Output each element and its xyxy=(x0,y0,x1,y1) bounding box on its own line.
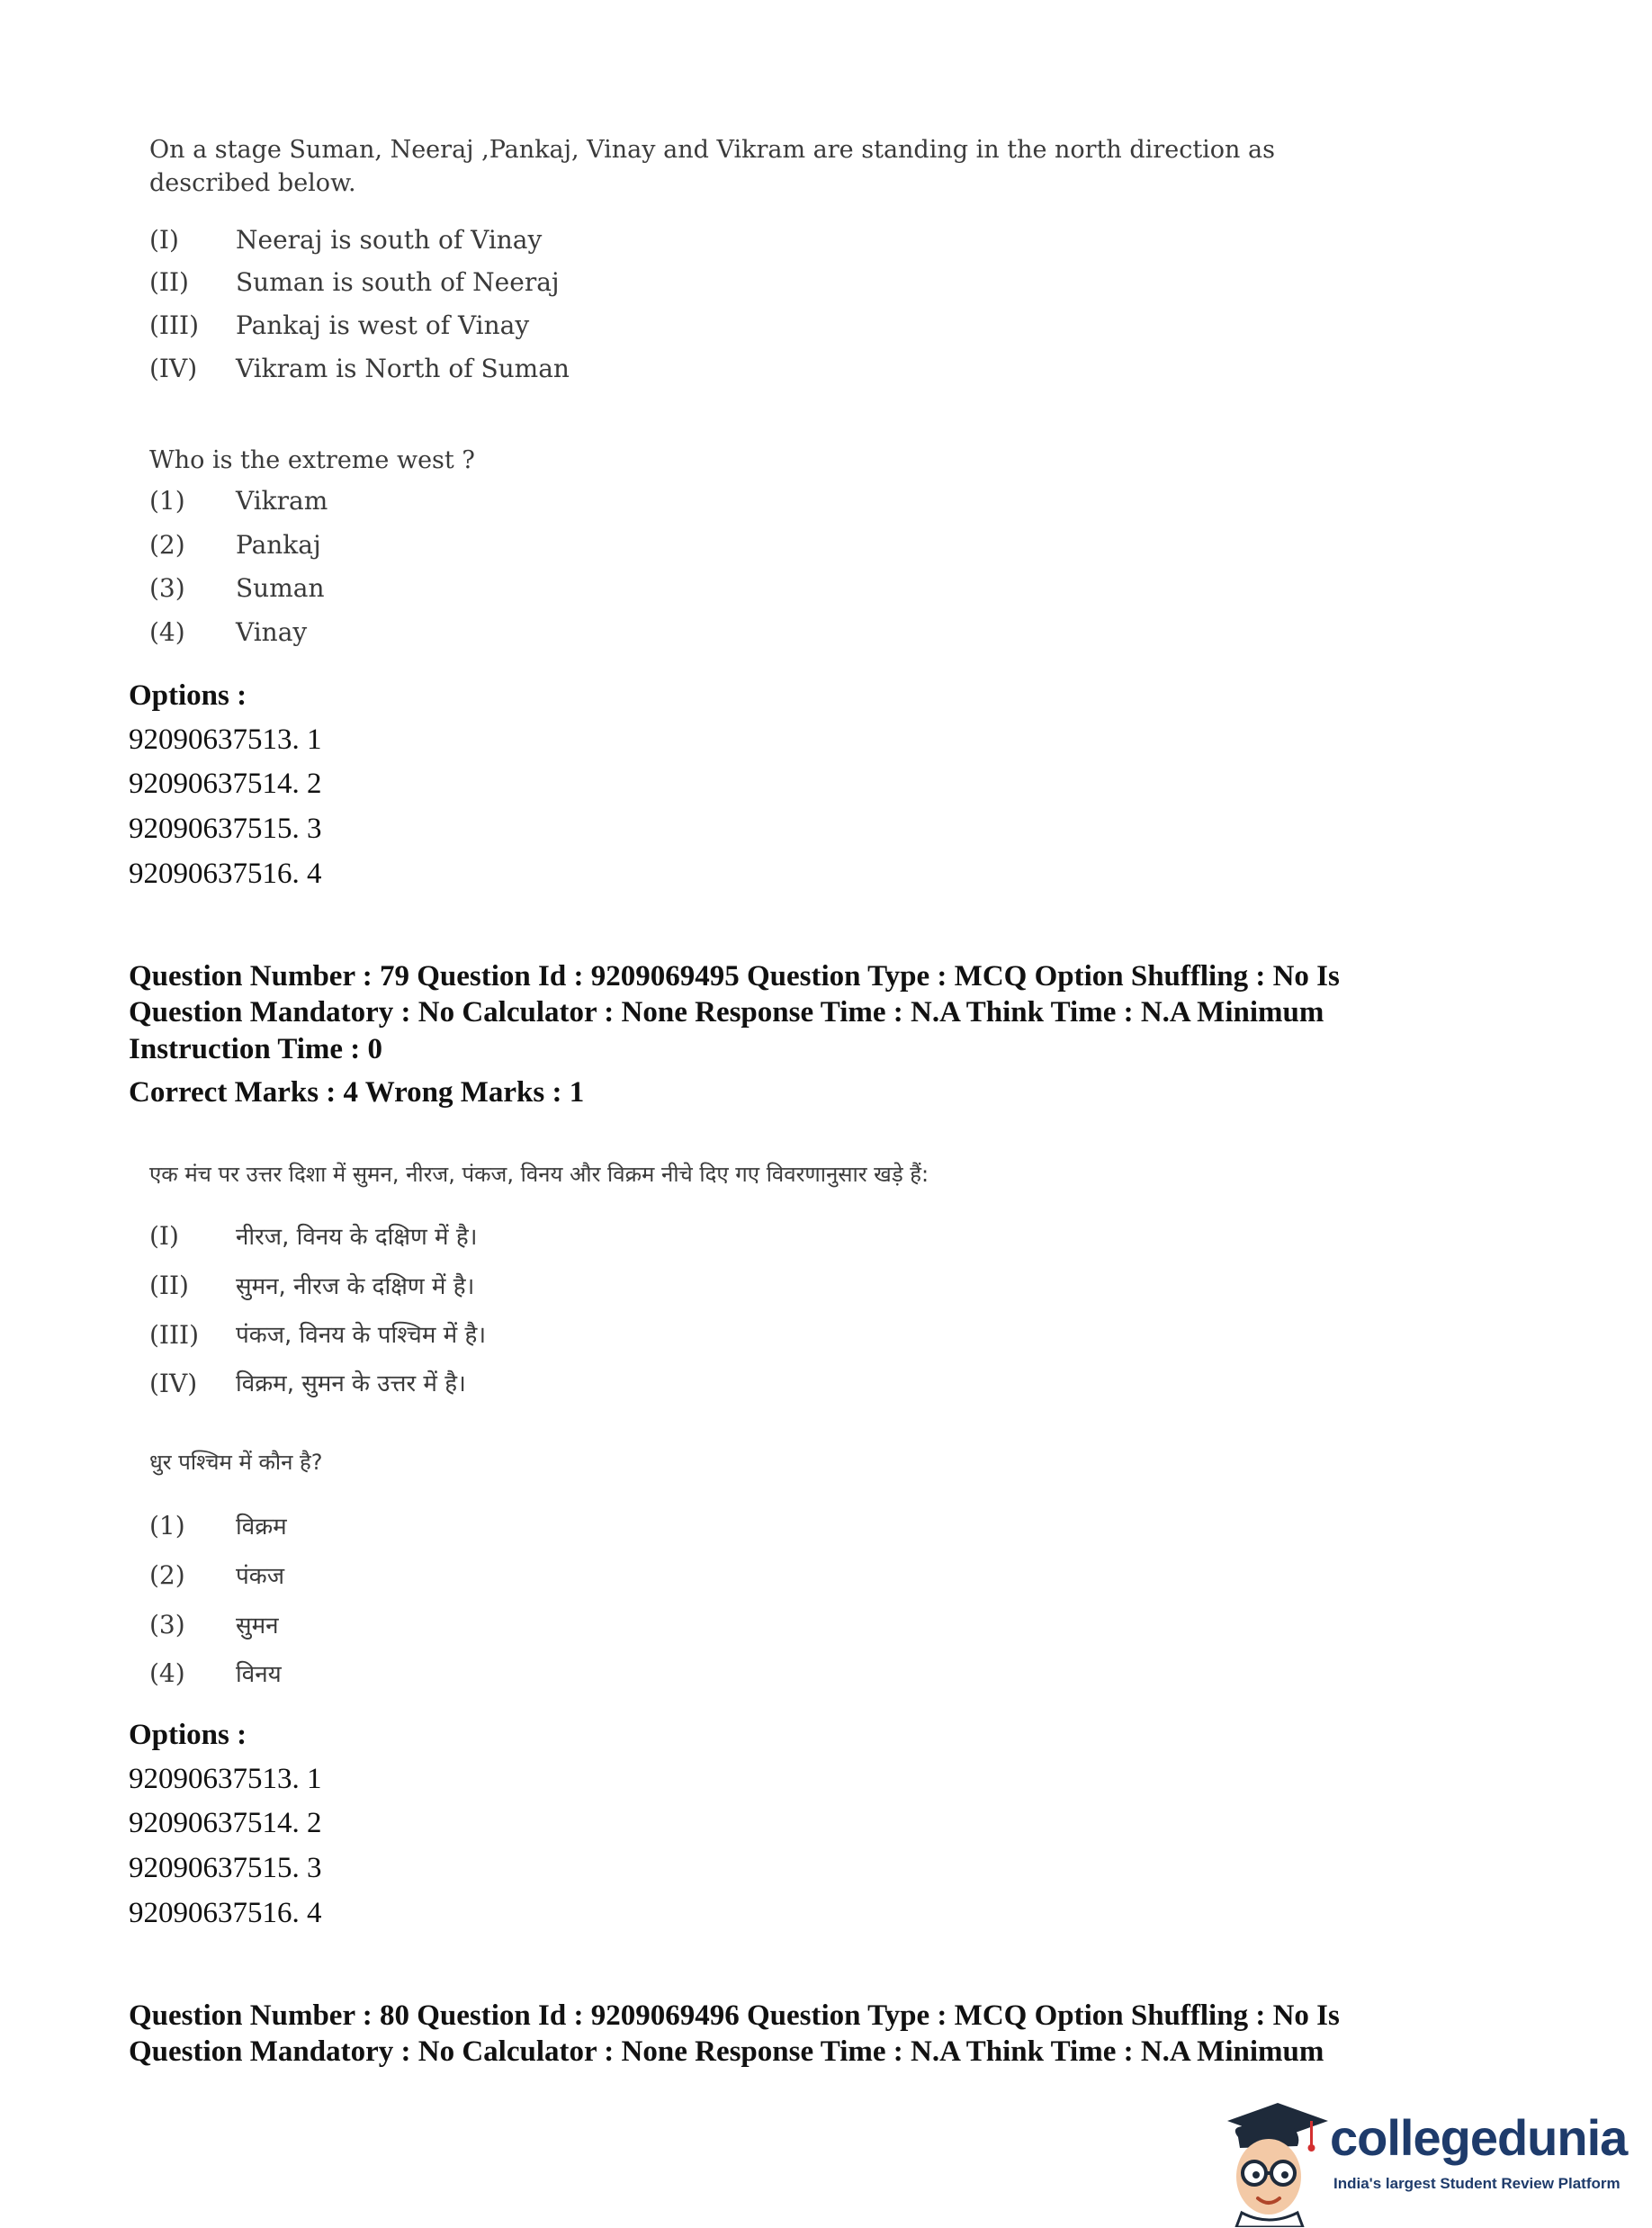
mascot-icon xyxy=(1222,2101,1330,2227)
option-item: 92090637513. 1 xyxy=(129,1763,322,1795)
question-stem: एक मंच पर उत्तर दिशा में सुमन, नीरज, पंकज, विनय और विक्रम नीचे दिए गए विवरणानुसार खड़े हैं: xyxy=(149,1162,929,1187)
choice-text: Vikram xyxy=(236,486,328,516)
choice-number: (3) xyxy=(149,1610,185,1640)
statement-text: Vikram is North of Suman xyxy=(236,354,570,383)
option-item: 92090637513. 1 xyxy=(129,723,322,756)
choice-number: (2) xyxy=(149,530,185,560)
statement-number: (III) xyxy=(149,1320,200,1350)
statement-number: (II) xyxy=(149,1271,189,1300)
choice-text: विनय xyxy=(236,1661,282,1688)
option-item: 92090637515. 3 xyxy=(129,1852,322,1884)
statement-number: (IV) xyxy=(149,1369,198,1398)
statement-text: Pankaj is west of Vinay xyxy=(236,310,530,340)
collegedunia-logo[interactable] xyxy=(1222,2101,1652,2227)
choice-number: (4) xyxy=(149,617,185,647)
choice-text: Suman xyxy=(236,573,325,603)
choice-number: (2) xyxy=(149,1560,185,1590)
statement-number: (IV) xyxy=(149,354,198,383)
option-item: 92090637516. 4 xyxy=(129,1897,322,1929)
option-item: 92090637514. 2 xyxy=(129,768,322,800)
question-meta-line: Instruction Time : 0 xyxy=(129,1033,383,1065)
choice-number: (1) xyxy=(149,1511,185,1541)
choice-text: Pankaj xyxy=(236,530,321,560)
question-meta-line: Question Number : 80 Question Id : 9209069496 Question Type : MCQ Option Shuffling : No Is xyxy=(129,1999,1340,2032)
choice-text: Vinay xyxy=(236,617,308,647)
choice-text: सुमन xyxy=(236,1613,279,1640)
statement-text: विक्रम, सुमन के उत्तर में है। xyxy=(236,1370,466,1397)
statement-text: पंकज, विनय के पश्चिम में है। xyxy=(236,1322,487,1349)
question-stem: On a stage Suman, Neeraj ,Pankaj, Vinay and Vikram are standing in the north direction as described below. xyxy=(149,136,1275,197)
statement-text: नीरज, विनय के दक्षिण में है। xyxy=(236,1224,478,1251)
option-item: 92090637515. 3 xyxy=(129,813,322,845)
option-item: 92090637514. 2 xyxy=(129,1807,322,1839)
statement-number: (III) xyxy=(149,310,200,340)
statement-text: सुमन, नीरज के दक्षिण में है। xyxy=(236,1273,475,1300)
options-heading: Options : xyxy=(129,679,247,712)
options-heading: Options : xyxy=(129,1719,247,1751)
choice-text: विक्रम xyxy=(236,1514,287,1541)
statement-text: Suman is south of Neeraj xyxy=(236,267,560,297)
logo-tagline: India's largest Student Review Platform xyxy=(1333,2175,1621,2192)
statement-text: Neeraj is south of Vinay xyxy=(236,225,543,255)
question-meta-line: Question Number : 79 Question Id : 9209069495 Question Type : MCQ Option Shuffling : No Is xyxy=(129,960,1340,993)
choice-number: (1) xyxy=(149,486,185,516)
choice-text: पंकज xyxy=(236,1563,285,1590)
question-marks: Correct Marks : 4 Wrong Marks : 1 xyxy=(129,1076,585,1109)
question-prompt: Who is the extreme west ? xyxy=(149,446,475,474)
question-meta-line: Question Mandatory : No Calculator : None Response Time : N.A Think Time : N.A Minimum xyxy=(129,2035,1324,2068)
choice-number: (4) xyxy=(149,1658,185,1688)
choice-number: (3) xyxy=(149,573,185,603)
logo-wordmark: collegedunia xyxy=(1330,2109,1628,2166)
question-meta-line: Question Mandatory : No Calculator : None Response Time : N.A Think Time : N.A Minimum xyxy=(129,996,1324,1029)
question-prompt: धुर पश्चिम में कौन है? xyxy=(149,1450,323,1475)
statement-number: (I) xyxy=(149,1221,179,1251)
option-item: 92090637516. 4 xyxy=(129,858,322,890)
statement-number: (I) xyxy=(149,225,179,255)
statement-number: (II) xyxy=(149,267,189,297)
